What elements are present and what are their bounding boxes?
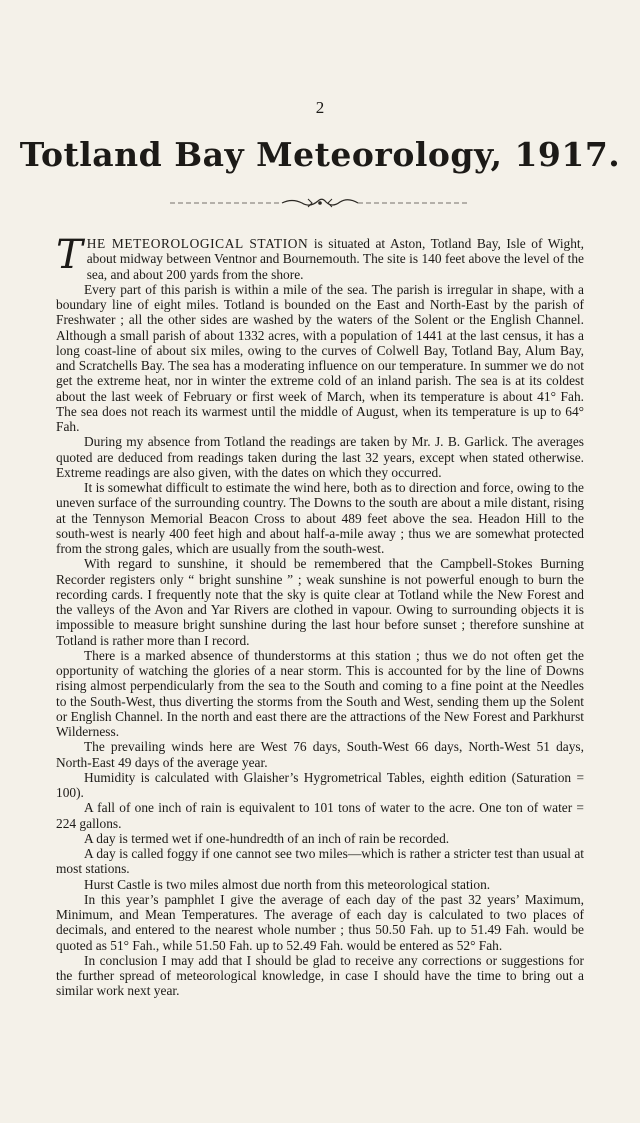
page-number: 2 xyxy=(315,98,325,117)
paragraph: During my absence from Totland the readings are taken by Mr. J. B. Garlick. The averages quoted are deduced from readings taken during the last 32 years, except when stated otherwise. Extreme readings are also given, with the dates on which they occurred. xyxy=(56,434,584,480)
decorative-divider-icon xyxy=(170,196,470,210)
paragraph-intro xyxy=(56,232,584,282)
paragraph: Hurst Castle is two miles almost due north from this meteorological station. xyxy=(84,876,491,892)
article-body xyxy=(56,232,584,999)
paragraph: A fall of one inch of rain is equivalent to 101 tons of water to the acre. One ton of water = 224 gallons. xyxy=(56,800,584,831)
paragraph: Every part of this parish is within a mile of the sea. The parish is irregular in shape, with a boundary line of eight miles. Totland is bounded on the East and North-East by the parish of Freshwater ; all the other sides are washed by the waters of the Solent or the English Channel. Although a small parish of about 1332 acres, with a population of 1441 at the last census, it has a long coast-line of about six miles, owing to the curves of Colwell Bay, Totland Bay, Alum Bay, and Scratchells Bay. The sea has a moderating influence on our temperature. In summer we do not get the extreme heat, nor in winter the extreme cold of an inland parish. The sea is at its coldest about the last week of February or first week of March, when its temperature is about 41° Fah. The sea does not reach its warmest until the middle of August, when its temperature is up to 64° Fah. xyxy=(56,281,584,434)
paragraph: In conclusion I may add that I should be glad to receive any corrections or suggestions for the further spread of meteorological knowledge, in case I should have the time to bring out a similar work next year. xyxy=(56,952,584,999)
paragraph: A day is termed wet if one-hundredth of an inch of rain be recorded. xyxy=(84,830,450,846)
paragraph: The prevailing winds here are West 76 days, South-West 66 days, North-West 51 days, North-East 49 days of the average year. xyxy=(56,739,584,770)
page-title: Totland Bay Meteorology, 1917. xyxy=(19,135,621,174)
paragraph: There is a marked absence of thunderstorms at this station ; thus we do not often get the opportunity of watching the glories of a near storm. This is accounted for by the line of Downs rising almost perpendicularly from the sea to the South and coming to a fine point at the Needles to the South-West, thus diverting the storms from the South and West, sending them up the Solent or English Channel. In the north and east there are the attractions of the New Forest and Parkhurst Wilderness. xyxy=(56,647,584,739)
paragraph: A day is called foggy if one cannot see two miles—which is rather a stricter test than usual at most stations. xyxy=(56,846,584,877)
drop-cap: T xyxy=(56,232,83,278)
paragraph: Humidity is calculated with Glaisher’s Hygrometrical Tables, eighth edition (Saturation = 100). xyxy=(56,769,584,800)
paragraph: It is somewhat difficult to estimate the wind here, both as to direction and force, owing to the uneven surface of the surrounding country. The Downs to the south are about a mile distant, rising at the Tennyson Memorial Beacon Cross to about 489 feet above the sea. Headon Hill to the south-west is nearly 400 feet high and about half-a-mile away ; thus we are somewhat protected from the strong gales, which are usually from the south-west. xyxy=(56,480,584,556)
intro-small-caps: HE METEOROLOGICAL STATION xyxy=(86,236,309,251)
paragraph: In this year’s pamphlet I give the average of each day of the past 32 years’ Maximum, Minimum, and Mean Temperatures. The average of each day is calculated to two places of decimals, and entered to the nearest whole number ; thus 50.50 Fah. up to 51.49 Fah. would be quoted as 51° Fah., while 51.50 Fah. up to 52.49 Fah. would be entered as 52° Fah. xyxy=(56,891,584,953)
paragraph: With regard to sunshine, it should be remembered that the Campbell-Stokes Burning Recorder registers only “ bright sunshine ” ; weak sunshine is not powerful enough to burn the recording cards. I frequently note that the sky is quite clear at Totland while the New Forest and the valleys of the Avon and Yar Rivers are clothed in vapour. Owing to surrounding objects it is impossible to measure bright sunshine during the last hour before sunset ; therefore sunshine at Totland is rather more than I record. xyxy=(56,556,584,648)
intro-text: is situated at Aston, Totland Bay, Isle of Wight, about midway between Ventnor and Bournemouth. The site is 140 feet above the level of the sea, and about 200 yards from the shore. xyxy=(86,236,584,282)
